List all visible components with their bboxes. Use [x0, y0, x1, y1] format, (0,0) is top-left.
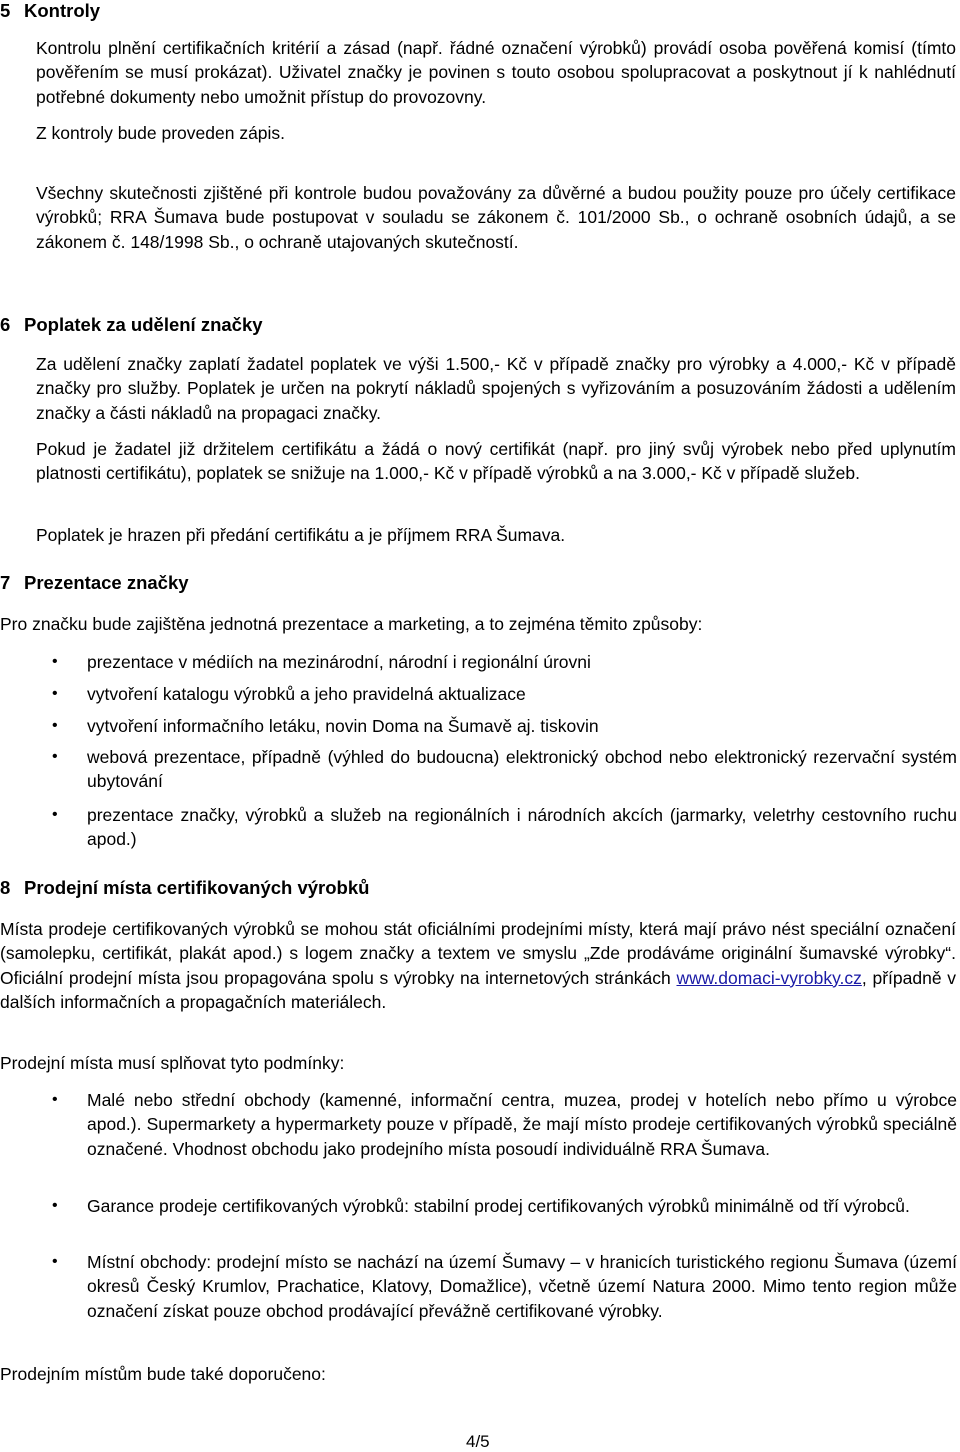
bullet-icon: • [52, 1091, 58, 1108]
section-number: 6 [0, 314, 11, 335]
list-item: vytvoření informačního letáku, novin Doma na Šumavě aj. tiskovin [87, 716, 599, 736]
page-number: 4/5 [466, 1432, 490, 1451]
section-6-paragraph: Za udělení značky zaplatí žadatel poplatek ve výši 1.500,- Kč v případě značky pro výrobky a 4.000,- Kč v případě značky pro služby. Poplatek je určen na pokrytí nákladů spojených s vyřizováním a posuzováním žádosti a udělením značky a části nákladů na propagaci značky. [36, 354, 956, 423]
section-6-paragraph: Poplatek je hrazen při předání certifikátu a je příjmem RRA Šumava. [36, 525, 566, 545]
section-5-paragraph: Všechny skutečnosti zjištěné při kontrole budou považovány za důvěrné a budou použity pouze pro účely certifikace výrobků; RRA Šumava bude postupovat v souladu se zákonem č. 101/2000 Sb., o ochraně osobních údajů, a se zákonem č. 148/1998 Sb., o ochraně utajovaných skutečností. [36, 183, 956, 252]
section-5-paragraph: Z kontroly bude proveden zápis. [36, 123, 286, 143]
paragraph-text: Místa prodeje certifikovaných výrobků se mohou stát oficiálními prodejními místy, která mají právo nést speciální označení (samolepku, certifikát, plakát apod.) s logem značky a textem ve smyslu „Zde prodáváme originální šumavské výrobky“. Oficiální prodejní místa jsou propagována spolu s výrobky na internetových stránkách [0, 919, 956, 988]
section-6-paragraph: Pokud je žadatel již držitelem certifikátu a žádá o nový certifikát (např. pro jiný svůj výrobek nebo před uplynutím platnosti certifikátu), poplatek se snižuje na 1.000,- Kč v případě výrobků a na 3.000,- Kč v případě služeb. [36, 439, 956, 484]
section-title: Prezentace značky [24, 572, 189, 593]
website-link[interactable]: www.domaci-vyrobky.cz [676, 967, 862, 988]
bullet-icon: • [52, 1197, 58, 1214]
section-number: 7 [0, 572, 11, 593]
section-title: Kontroly [24, 0, 101, 21]
paragraph-text: , případně v dalších informačních a propagačních materiálech. [0, 967, 956, 1012]
section-8-paragraph [0, 917, 956, 1014]
section-7-intro: Pro značku bude zajištěna jednotná prezentace a marketing, a to zejména těmito způsoby: [0, 614, 703, 634]
list-item: prezentace v médiích na mezinárodní, národní i regionální úrovni [87, 652, 591, 672]
section-5-paragraph: Kontrolu plnění certifikačních kritérií a zásad (např. řádné označení výrobků) provádí osoba pověřená komisí (tímto pověřením se musí prokázat). Uživatel značky je povinen s touto osobou spolupracovat a poskytnout jí k nahlédnutí potřebné dokumenty nebo umožnit přístup do provozovny. [36, 38, 956, 107]
section-8-heading [0, 877, 369, 899]
list-item: prezentace značky, výrobků a služeb na regionálních i národních akcích (jarmarky, veletrhy cestovního ruchu apod.) [87, 805, 957, 850]
recommend-intro: Prodejním místům bude také doporučeno: [0, 1364, 326, 1384]
conditions-intro: Prodejní místa musí splňovat tyto podmínky: [0, 1053, 345, 1073]
section-number: 5 [0, 0, 11, 21]
list-item: Místní obchody: prodejní místo se nachází na území Šumavy – v hranicích turistického regionu Šumava (území okresů Český Krumlov, Prachatice, Klatovy, Domažlice), včetně území Natura 2000. Mimo tento region může označení získat pouze obchod prodávající převážně certifikované výrobky. [87, 1252, 957, 1321]
section-title: Prodejní místa certifikovaných výrobků [24, 877, 370, 898]
bullet-icon: • [52, 685, 58, 702]
bullet-icon: • [52, 806, 58, 823]
list-item: Malé nebo střední obchody (kamenné, informační centra, muzea, prodej v hotelích nebo přímo u výrobce apod.). Supermarkety a hypermarkety pouze v případě, že mají místo prodeje certifikovaných výrobků speciálně označené. Vhodnost obchodu jako prodejního místa posoudí individuálně RRA Šumava. [87, 1090, 957, 1159]
section-number: 8 [0, 877, 11, 898]
bullet-icon: • [52, 653, 58, 670]
section-title: Poplatek za udělení značky [24, 314, 263, 335]
list-item: webová prezentace, případně (výhled do budoucna) elektronický obchod nebo elektronický rezervační systém ubytování [87, 747, 957, 792]
section-5-heading [0, 0, 100, 22]
bullet-icon: • [52, 717, 58, 734]
section-7-heading [0, 572, 189, 594]
section-6-heading [0, 314, 263, 336]
bullet-icon: • [52, 748, 58, 765]
bullet-icon: • [52, 1253, 58, 1270]
list-item: Garance prodeje certifikovaných výrobků: stabilní prodej certifikovaných výrobků minimálně od tří výrobců. [87, 1196, 910, 1216]
list-item: vytvoření katalogu výrobků a jeho pravidelná aktualizace [87, 684, 526, 704]
